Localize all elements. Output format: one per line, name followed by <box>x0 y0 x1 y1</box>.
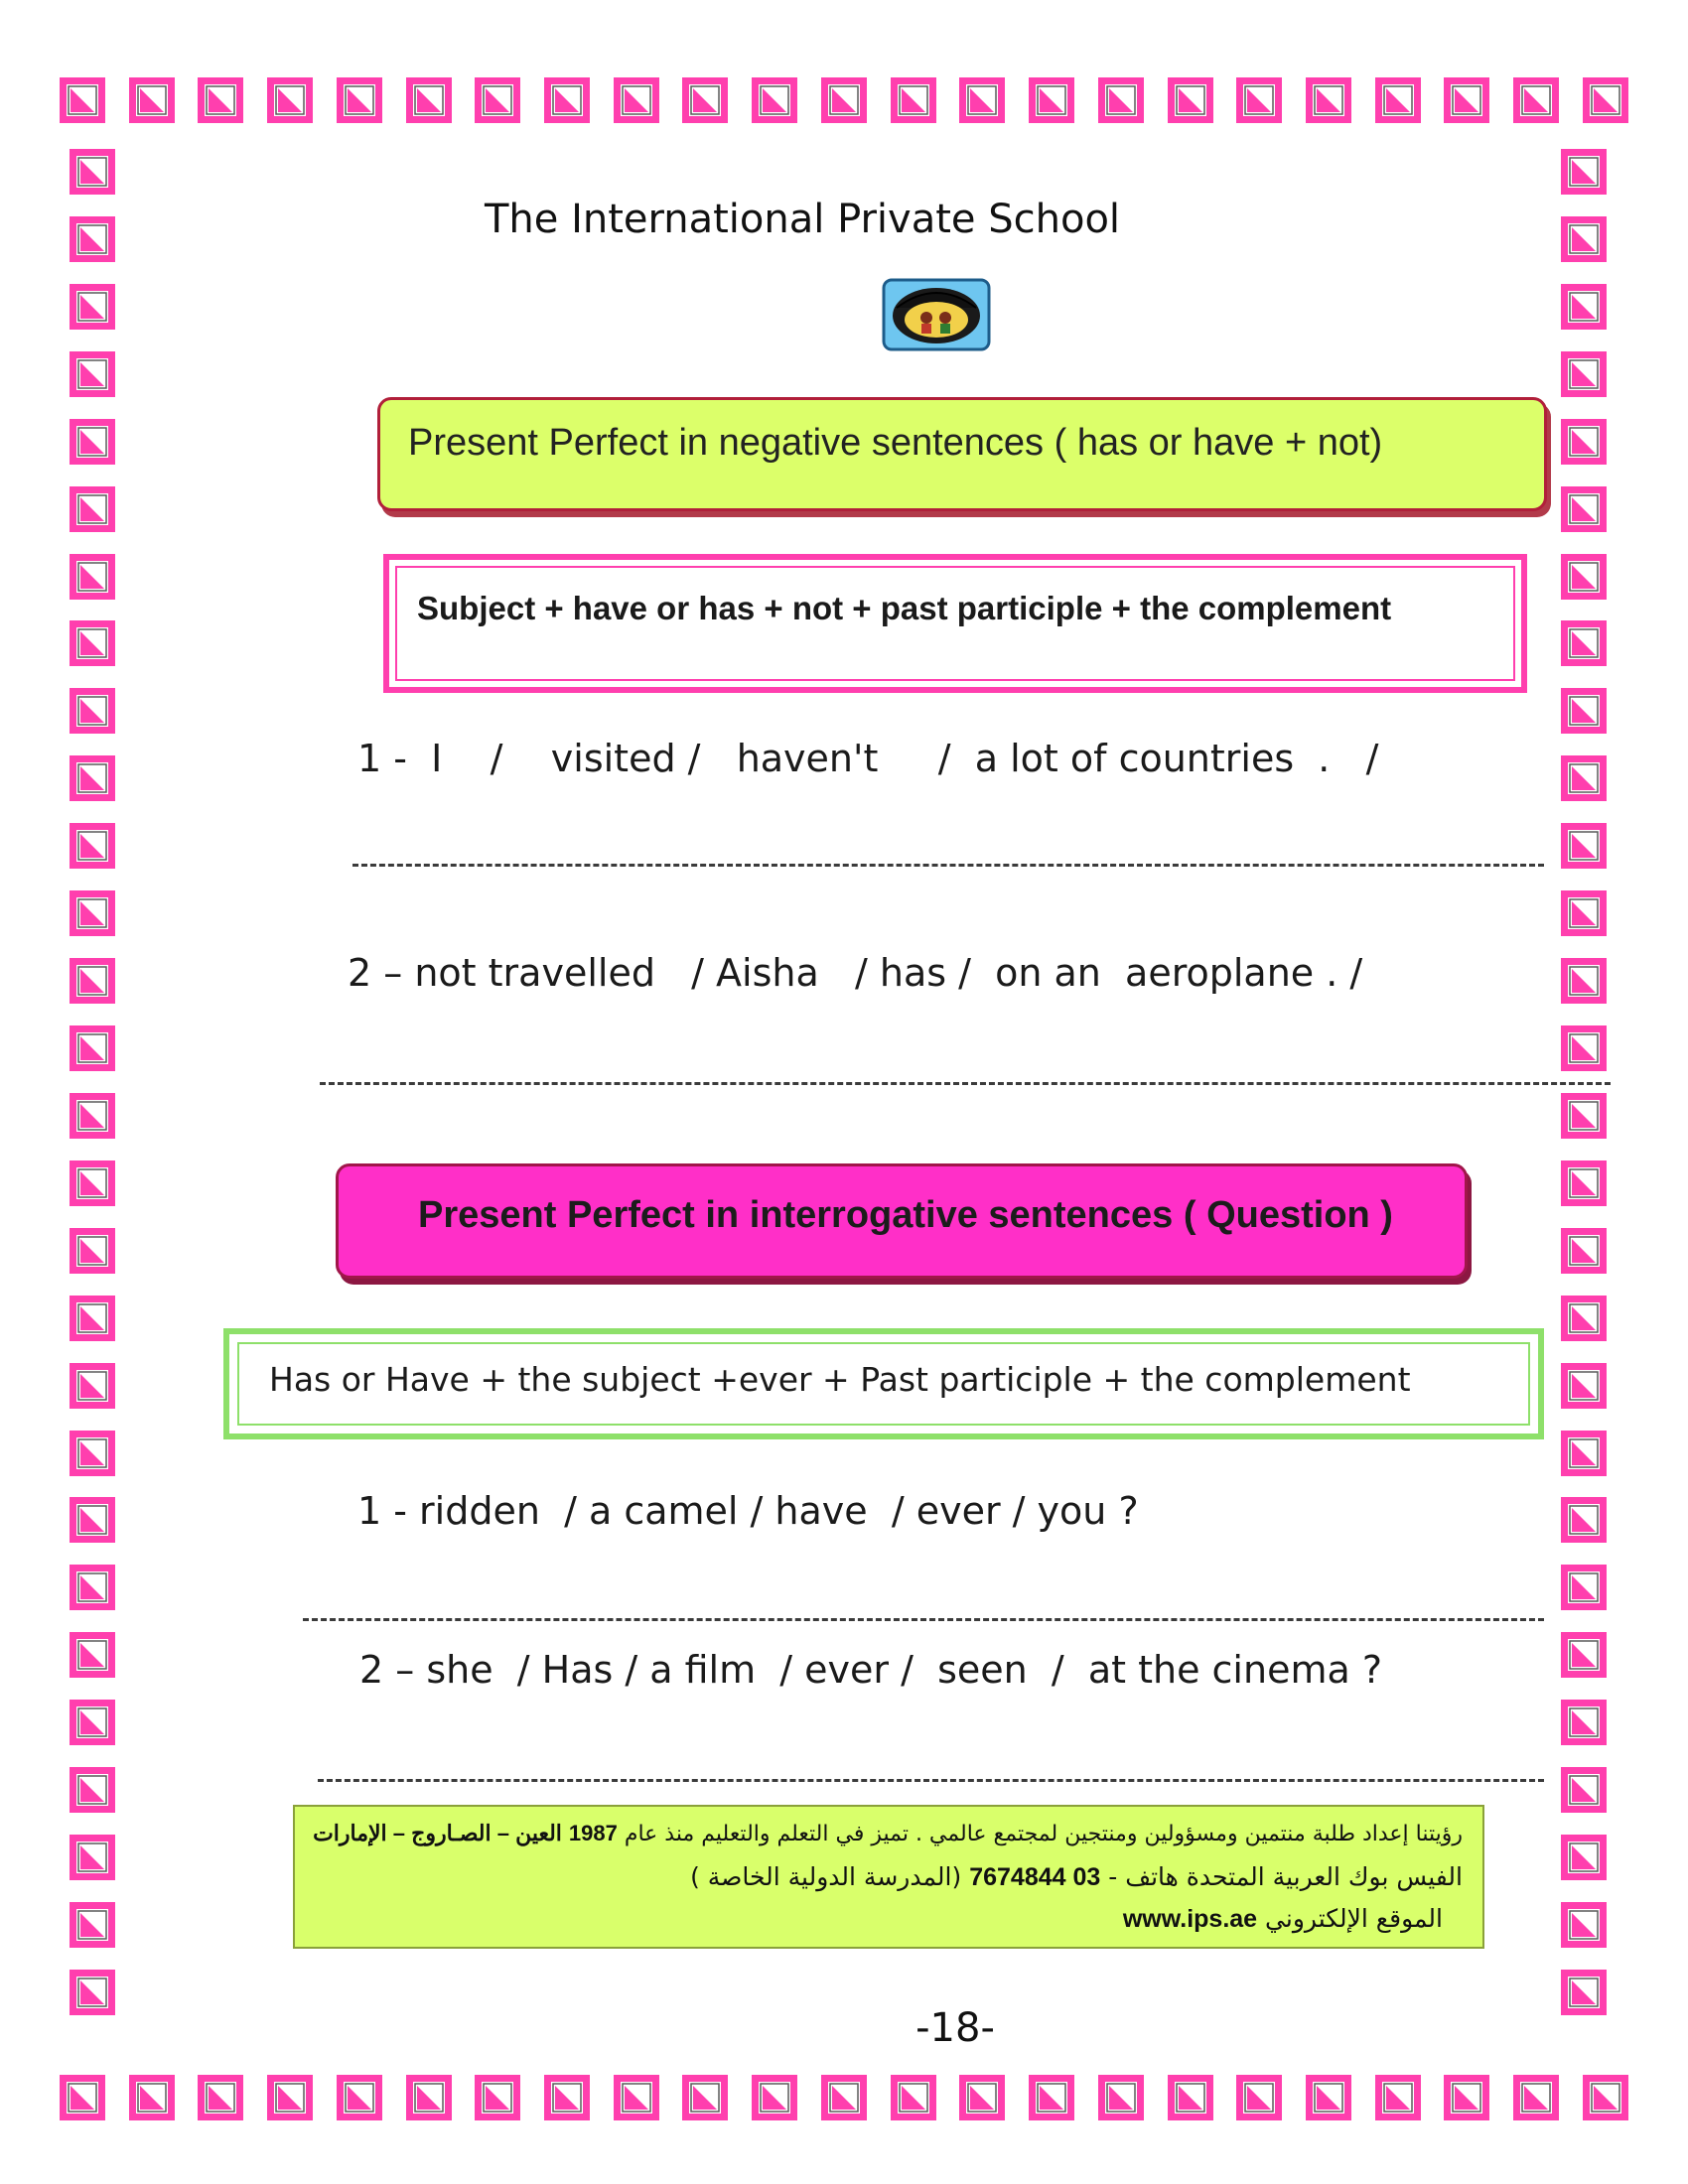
negative-title: Present Perfect in negative sentences ( has or have + not) <box>408 422 1383 464</box>
frame-tile-icon <box>198 2075 243 2120</box>
footer-facebook-text: الفيس بوك العربية المتحدة هاتف - <box>1108 1862 1463 1891</box>
frame-tile-icon <box>70 554 115 600</box>
frame-tile-icon <box>959 77 1005 123</box>
footer-year: 1987 <box>568 1821 618 1845</box>
frame-tile-icon <box>1561 419 1607 465</box>
frame-tile-icon <box>1444 77 1489 123</box>
frame-tile-icon <box>70 1497 115 1543</box>
frame-tile-icon <box>1029 2075 1074 2120</box>
frame-tile-icon <box>1561 890 1607 936</box>
frame-tile-icon <box>614 77 659 123</box>
frame-tile-icon <box>1561 1431 1607 1476</box>
frame-tile-icon <box>1375 2075 1421 2120</box>
frame-tile-icon <box>70 1093 115 1139</box>
frame-tile-icon <box>1444 2075 1489 2120</box>
frame-tile-icon <box>70 1431 115 1476</box>
frame-tile-icon <box>70 1565 115 1610</box>
frame-tile-icon <box>70 958 115 1004</box>
frame-tile-icon <box>1513 2075 1559 2120</box>
question-exercise-2: 2 – she / Has / a film / ever / seen / at the cinema ? <box>359 1648 1383 1692</box>
frame-tile-icon <box>1561 1835 1607 1880</box>
frame-tile-icon <box>70 1835 115 1880</box>
frame-tile-icon <box>70 620 115 666</box>
question-exercise-1: 1 - ridden / a camel / have / ever / you ? <box>357 1489 1139 1533</box>
frame-tile-icon <box>337 77 382 123</box>
frame-tile-icon <box>1561 1228 1607 1274</box>
frame-tile-icon <box>1561 1296 1607 1341</box>
footer-phone-line <box>690 1862 1463 1892</box>
frame-tile-icon <box>752 77 797 123</box>
frame-tile-icon <box>70 1632 115 1678</box>
frame-tile-icon <box>267 77 313 123</box>
frame-bottom <box>60 2075 1628 2130</box>
frame-tile-icon <box>1561 149 1607 195</box>
answer-line <box>352 864 1544 867</box>
frame-left <box>70 149 125 2015</box>
frame-tile-icon <box>1029 77 1074 123</box>
frame-tile-icon <box>821 77 867 123</box>
frame-tile-icon <box>1168 77 1213 123</box>
page-number: -18- <box>915 2005 995 2051</box>
frame-tile-icon <box>682 77 728 123</box>
footer-website-line <box>1123 1904 1443 1934</box>
footer-website-label: الموقع الإلكتروني <box>1265 1904 1443 1933</box>
frame-tile-icon <box>891 2075 936 2120</box>
footer-vision-line <box>313 1821 1463 1846</box>
frame-tile-icon <box>1236 77 1282 123</box>
frame-tile-icon <box>1583 2075 1628 2120</box>
frame-tile-icon <box>1561 1363 1607 1409</box>
frame-tile-icon <box>70 755 115 801</box>
frame-tile-icon <box>70 688 115 734</box>
frame-tile-icon <box>544 2075 590 2120</box>
negative-exercise-2: 2 – not travelled / Aisha / has / on an aeroplane . / <box>348 951 1363 995</box>
frame-tile-icon <box>70 1767 115 1813</box>
frame-tile-icon <box>70 1296 115 1341</box>
frame-top <box>60 77 1628 133</box>
frame-tile-icon <box>70 1363 115 1409</box>
frame-tile-icon <box>129 77 175 123</box>
question-title-banner <box>336 1163 1468 1279</box>
frame-tile-icon <box>1561 1025 1607 1071</box>
frame-tile-icon <box>70 823 115 869</box>
frame-tile-icon <box>1561 1700 1607 1745</box>
frame-tile-icon <box>1561 823 1607 869</box>
frame-tile-icon <box>1236 2075 1282 2120</box>
frame-tile-icon <box>337 2075 382 2120</box>
footer-location: العين – الصـاروج – الإمارات <box>313 1821 562 1845</box>
frame-tile-icon <box>70 351 115 397</box>
answer-line <box>318 1779 1544 1782</box>
frame-tile-icon <box>1561 958 1607 1004</box>
frame-tile-icon <box>60 2075 105 2120</box>
frame-tile-icon <box>1375 77 1421 123</box>
frame-tile-icon <box>129 2075 175 2120</box>
frame-tile-icon <box>1098 77 1144 123</box>
frame-tile-icon <box>1561 688 1607 734</box>
answer-line <box>320 1082 1611 1085</box>
frame-tile-icon <box>959 2075 1005 2120</box>
frame-tile-icon <box>1561 284 1607 330</box>
school-logo <box>882 278 991 351</box>
question-formula: Has or Have + the subject +ever + Past participle + the complement <box>269 1360 1411 1399</box>
frame-tile-icon <box>544 77 590 123</box>
frame-tile-icon <box>70 419 115 465</box>
frame-tile-icon <box>821 2075 867 2120</box>
question-formula-box <box>223 1328 1544 1439</box>
frame-tile-icon <box>1513 77 1559 123</box>
negative-formula: Subject + have or has + not + past participle + the complement <box>417 590 1392 626</box>
negative-title-banner <box>377 397 1547 511</box>
frame-tile-icon <box>1306 2075 1351 2120</box>
frame-tile-icon <box>70 284 115 330</box>
question-title: Present Perfect in interrogative sentences ( Question ) <box>418 1194 1393 1236</box>
frame-tile-icon <box>1561 1767 1607 1813</box>
frame-tile-icon <box>1098 2075 1144 2120</box>
frame-tile-icon <box>406 2075 452 2120</box>
school-name: The International Private School <box>484 197 1121 242</box>
frame-tile-icon <box>70 890 115 936</box>
answer-line <box>303 1618 1544 1621</box>
frame-tile-icon <box>60 77 105 123</box>
frame-tile-icon <box>70 1700 115 1745</box>
frame-tile-icon <box>1583 77 1628 123</box>
frame-tile-icon <box>70 1025 115 1071</box>
frame-tile-icon <box>1561 1160 1607 1206</box>
frame-tile-icon <box>267 2075 313 2120</box>
footer-phone: 03 7674844 <box>969 1863 1101 1891</box>
frame-tile-icon <box>1306 77 1351 123</box>
frame-tile-icon <box>70 1970 115 2015</box>
footer-info-box <box>293 1805 1484 1949</box>
frame-tile-icon <box>1561 620 1607 666</box>
negative-exercise-1: 1 - I / visited / haven't / a lot of countries . / <box>357 737 1379 780</box>
frame-tile-icon <box>1561 1632 1607 1678</box>
frame-tile-icon <box>1561 1093 1607 1139</box>
frame-tile-icon <box>70 486 115 532</box>
frame-tile-icon <box>406 77 452 123</box>
frame-tile-icon <box>1561 1565 1607 1610</box>
frame-tile-icon <box>1561 351 1607 397</box>
frame-tile-icon <box>1561 554 1607 600</box>
frame-tile-icon <box>1561 755 1607 801</box>
frame-tile-icon <box>475 2075 520 2120</box>
frame-tile-icon <box>475 77 520 123</box>
frame-tile-icon <box>198 77 243 123</box>
footer-vision-text: رؤيتنا إعداد طلبة منتمين ومسؤولين ومنتجين لمجتمع عالمي . تميز في التعلم والتعليم منذ عام <box>624 1822 1463 1846</box>
negative-formula-box <box>383 554 1527 693</box>
frame-tile-icon <box>1561 486 1607 532</box>
frame-tile-icon <box>752 2075 797 2120</box>
frame-tile-icon <box>1561 1902 1607 1948</box>
frame-tile-icon <box>891 77 936 123</box>
frame-tile-icon <box>70 1160 115 1206</box>
footer-school-name: (المدرسة الدولية الخاصة ) <box>690 1862 962 1891</box>
frame-tile-icon <box>70 149 115 195</box>
frame-tile-icon <box>682 2075 728 2120</box>
footer-website-link[interactable]: www.ips.ae <box>1122 1905 1258 1933</box>
frame-tile-icon <box>70 1902 115 1948</box>
frame-tile-icon <box>614 2075 659 2120</box>
frame-tile-icon <box>1168 2075 1213 2120</box>
frame-tile-icon <box>1561 1497 1607 1543</box>
frame-tile-icon <box>70 1228 115 1274</box>
